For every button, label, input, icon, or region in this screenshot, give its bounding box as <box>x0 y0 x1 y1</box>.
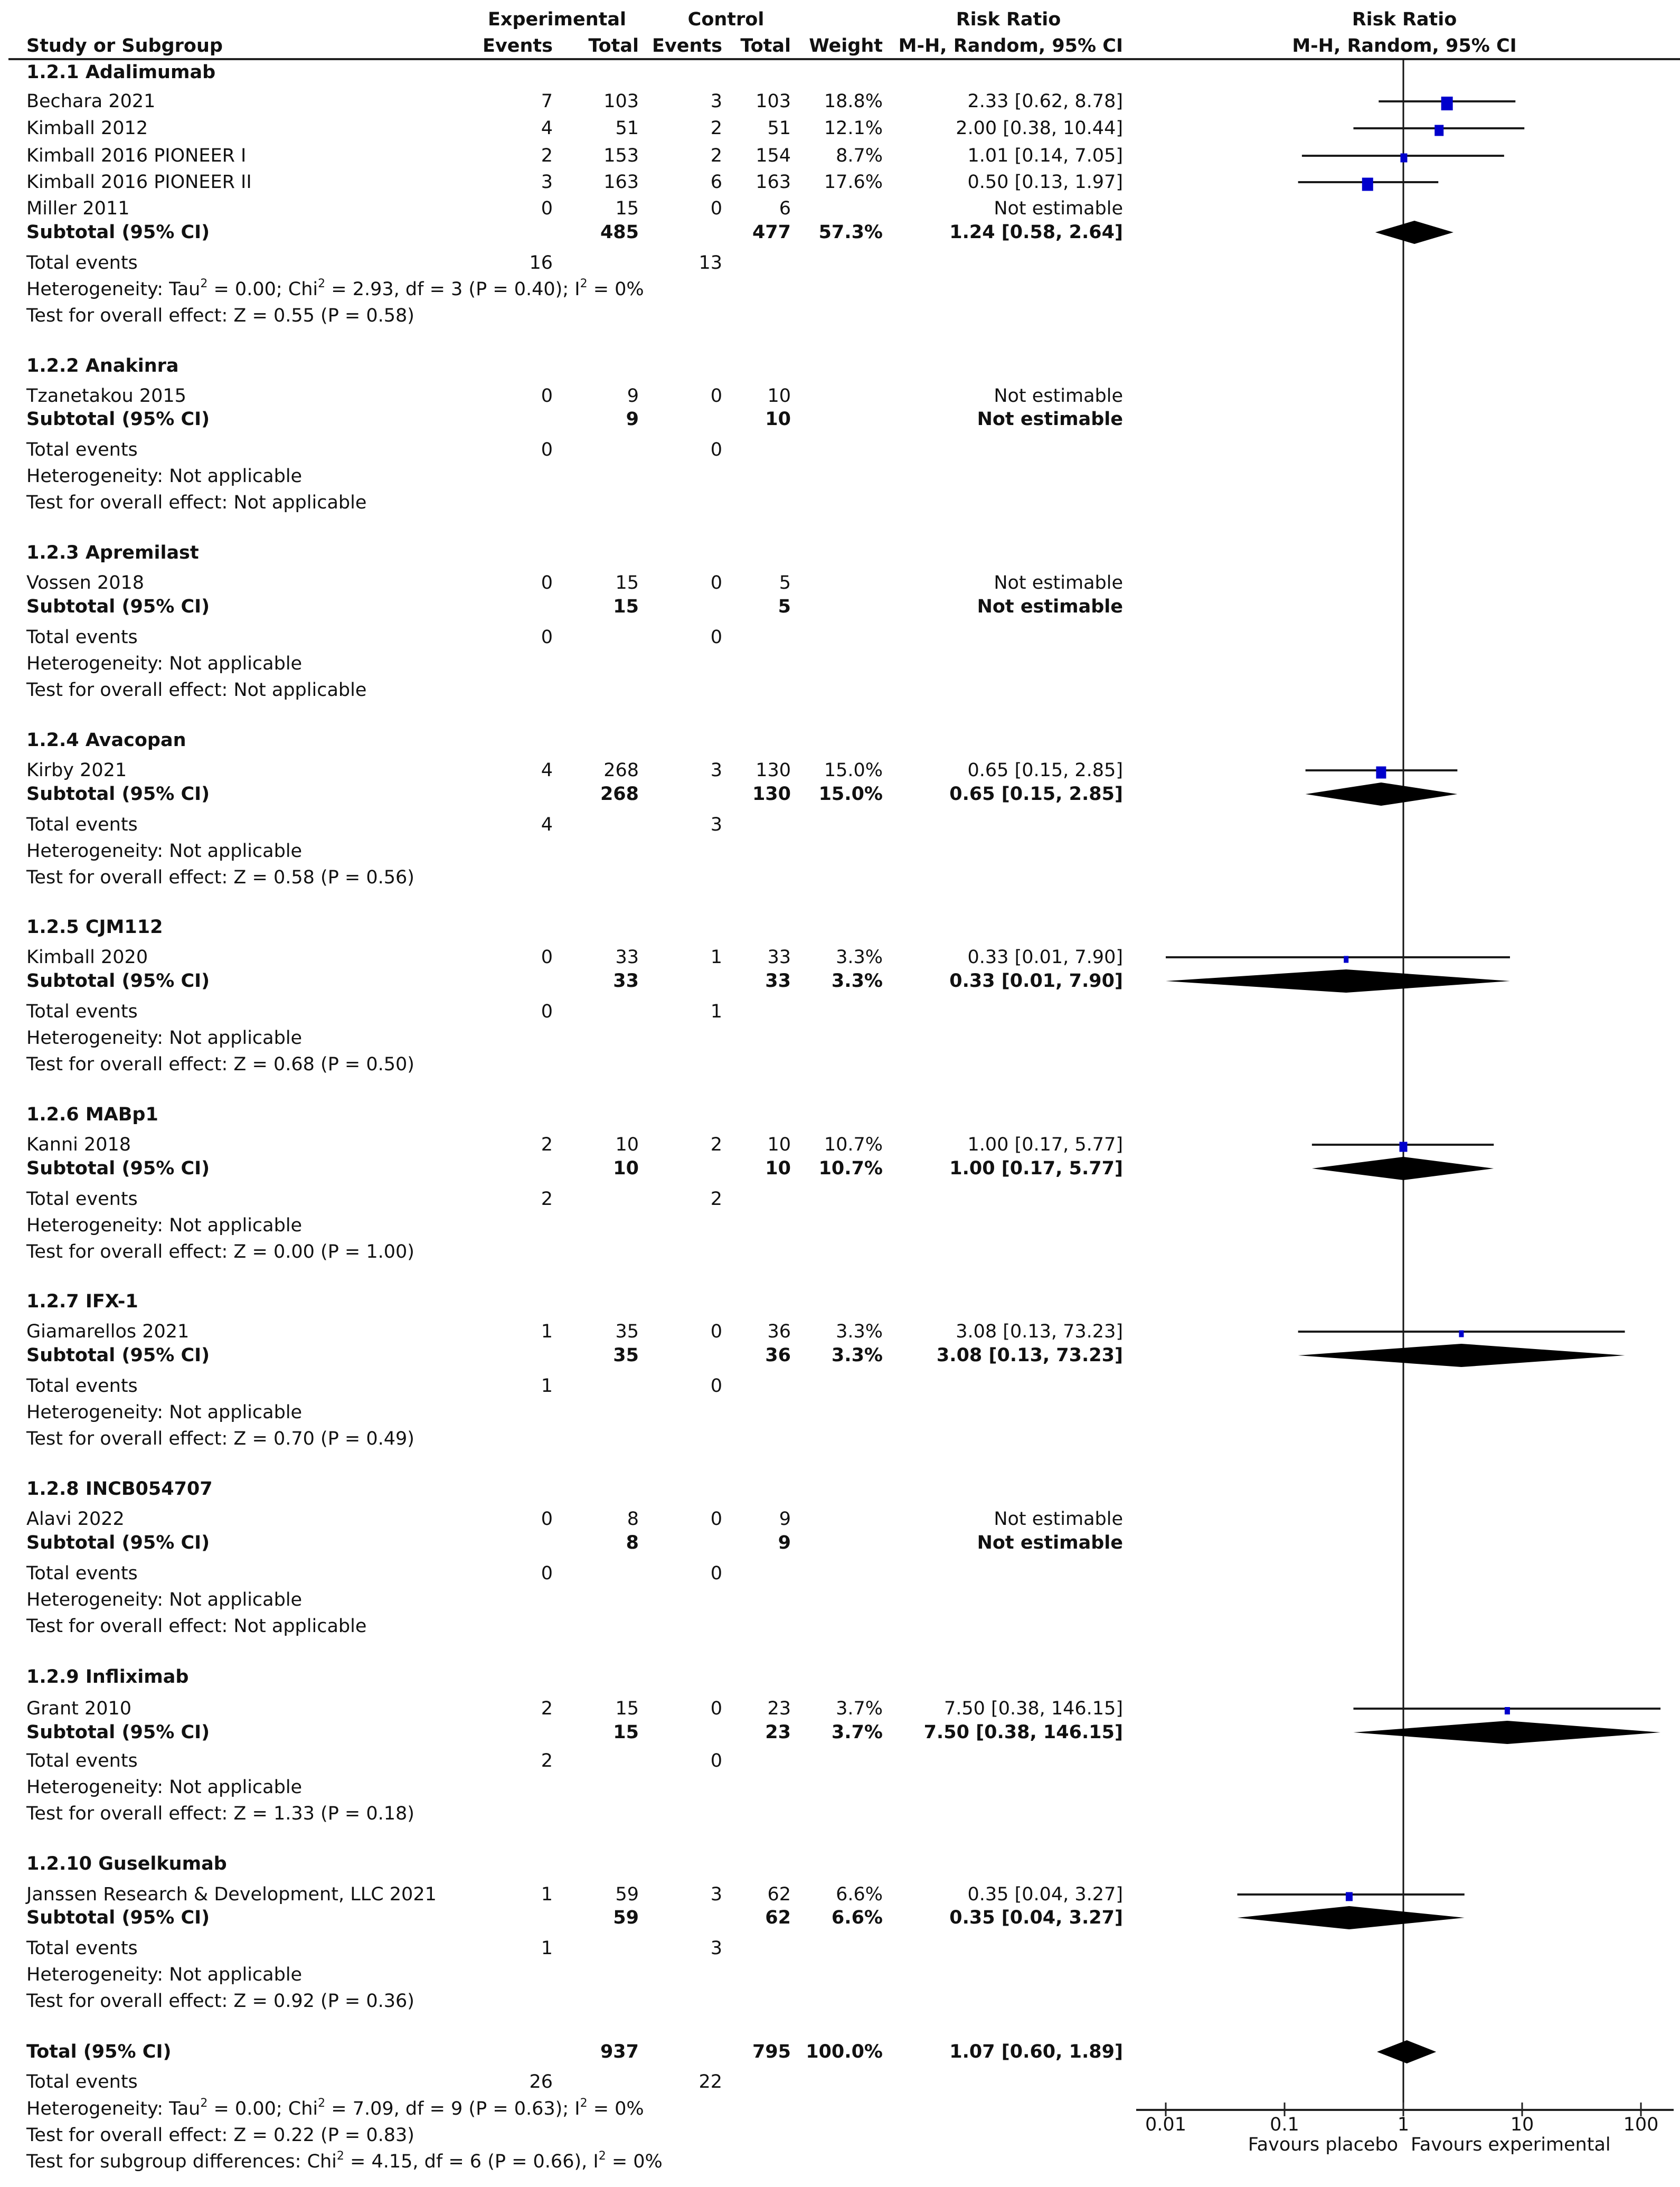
total-events-row-label: Total events <box>26 1938 138 1959</box>
study-row-exp-events: 4 <box>541 760 553 781</box>
effect-size-marker <box>1376 767 1386 779</box>
statistics-note-label: Test for overall effect: Z = 0.22 (P = 0.83) <box>26 2125 414 2146</box>
study-row-exp-total: 163 <box>603 172 639 193</box>
column-header-ctl-total: Total <box>740 35 791 56</box>
study-row-ctl-total: 51 <box>767 118 791 139</box>
study-row-exp-total: 15 <box>615 198 639 219</box>
study-row-label: Kimball 2016 PIONEER I <box>26 145 247 166</box>
study-row-label: Kimball 2020 <box>26 947 148 968</box>
statistics-note-label: Test for overall effect: Z = 1.33 (P = 0.18) <box>26 1803 414 1824</box>
subtotal-row-label: Subtotal (95% CI) <box>26 409 210 430</box>
total-events-row-label: Total events <box>26 1563 138 1584</box>
subtotal-diamond <box>1353 1721 1660 1744</box>
total-events-row-exp-events: 16 <box>529 252 553 274</box>
study-row-exp-events: 0 <box>541 198 553 219</box>
subtotal-row-label: Subtotal (95% CI) <box>26 1907 210 1928</box>
total-events-row-exp-events: 4 <box>541 814 553 835</box>
total-events-row-ctl-events: 13 <box>699 252 722 274</box>
subtotal-row-label: Subtotal (95% CI) <box>26 970 210 992</box>
effect-size-marker <box>1346 1892 1353 1901</box>
study-row-risk-ratio-ci: 1.01 [0.14, 7.05] <box>967 145 1123 166</box>
statistics-note-label: Test for overall effect: Z = 0.58 (P = 0.56) <box>26 867 414 888</box>
column-header-exp-total: Total <box>588 35 639 56</box>
subtotal-diamond <box>1312 1157 1494 1180</box>
study-row-exp-events: 0 <box>541 385 553 407</box>
overall-total-row-label: Total (95% CI) <box>26 2041 172 2062</box>
total-events-row-label: Total events <box>26 252 138 274</box>
column-header-ctl-events: Events <box>652 35 722 56</box>
study-row-label: Grant 2010 <box>26 1698 132 1719</box>
subtotal-row-ctl-total: 33 <box>765 970 791 992</box>
effect-size-marker <box>1441 97 1453 110</box>
subtotal-diamond <box>1298 1344 1625 1367</box>
subtotal-row-exp-total: 15 <box>613 1722 639 1743</box>
study-row-exp-events: 2 <box>541 145 553 166</box>
study-row-ctl-total: 62 <box>767 1884 791 1905</box>
statistics-note-label: Test for overall effect: Z = 0.68 (P = 0.50) <box>26 1054 414 1075</box>
statistics-note-label: Heterogeneity: Not applicable <box>26 1215 303 1236</box>
total-events-row-label: Total events <box>26 1750 138 1771</box>
study-row-weight: 3.3% <box>836 1321 883 1342</box>
study-row-risk-ratio-ci: Not estimable <box>994 572 1123 593</box>
plot-header-risk-ratio: Risk Ratio <box>1352 9 1457 30</box>
total-events-row-ctl-events: 3 <box>710 1938 722 1959</box>
total-events-row-exp-events: 0 <box>541 1563 553 1584</box>
study-row-ctl-events: 2 <box>710 145 722 166</box>
total-events-row-exp-events: 1 <box>541 1938 553 1959</box>
study-row-exp-events: 3 <box>541 172 553 193</box>
study-row-label: Kanni 2018 <box>26 1134 131 1155</box>
subtotal-row-label: Subtotal (95% CI) <box>26 222 210 243</box>
subtotal-row-ctl-total: 477 <box>752 222 791 243</box>
study-row-label: Miller 2011 <box>26 198 130 219</box>
subtotal-row-exp-total: 15 <box>613 596 639 617</box>
study-row-risk-ratio-ci: 2.33 [0.62, 8.78] <box>967 91 1123 112</box>
total-events-row-label: Total events <box>26 1001 138 1022</box>
study-row-risk-ratio-ci: 0.33 [0.01, 7.90] <box>967 947 1123 968</box>
study-row-ctl-events: 3 <box>710 91 722 112</box>
subtotal-diamond <box>1375 221 1454 244</box>
total-events-row-ctl-events: 0 <box>710 439 722 460</box>
total-events-row-ctl-events: 0 <box>710 1750 722 1771</box>
subtotal-row-exp-total: 33 <box>613 970 639 992</box>
subgroup-heading-label: 1.2.9 Infliximab <box>26 1666 189 1688</box>
subtotal-row-risk-ratio-ci: 1.00 [0.17, 5.77] <box>949 1158 1123 1179</box>
subtotal-row-exp-total: 9 <box>626 409 639 430</box>
total-events-row-exp-events: 1 <box>541 1375 553 1397</box>
study-row-weight: 6.6% <box>836 1884 883 1905</box>
total-events-row-exp-events: 0 <box>541 1001 553 1022</box>
column-group-control: Control <box>687 9 765 30</box>
total-events-row-label: Total events <box>26 1189 138 1210</box>
total-events-row-label: Total events <box>26 814 138 835</box>
statistics-note-label: Heterogeneity: Not applicable <box>26 653 303 674</box>
column-header-study: Study or Subgroup <box>26 35 223 56</box>
study-row-exp-events: 1 <box>541 1321 553 1342</box>
subtotal-row-ctl-total: 62 <box>765 1907 791 1928</box>
total-events-row-exp-events: 2 <box>541 1750 553 1771</box>
plot-header-method: M-H, Random, 95% CI <box>1292 35 1517 56</box>
effect-size-marker <box>1505 1707 1510 1714</box>
statistics-note-label: Test for overall effect: Z = 0.70 (P = 0.49) <box>26 1428 414 1449</box>
subgroup-heading-label: 1.2.2 Anakinra <box>26 355 179 376</box>
column-header-weight: Weight <box>809 35 883 56</box>
total-events-row-exp-events: 0 <box>541 439 553 460</box>
study-row-exp-events: 0 <box>541 1509 553 1530</box>
subgroup-heading-label: 1.2.3 Apremilast <box>26 542 199 563</box>
study-row-risk-ratio-ci: Not estimable <box>994 385 1123 407</box>
subtotal-row-exp-total: 8 <box>626 1532 639 1553</box>
statistics-note-label: Heterogeneity: Not applicable <box>26 1027 303 1049</box>
overall-total-row-weight: 100.0% <box>806 2041 883 2062</box>
subtotal-row-ctl-total: 36 <box>765 1345 791 1366</box>
total-events-row-ctl-events: 0 <box>710 1375 722 1397</box>
subgroup-heading-label: 1.2.1 Adalimumab <box>26 62 216 83</box>
study-row-label: Tzanetakou 2015 <box>26 385 186 407</box>
subtotal-row-exp-total: 268 <box>600 784 639 805</box>
subtotal-row-exp-total: 10 <box>613 1158 639 1179</box>
subgroup-heading-label: 1.2.8 INCB054707 <box>26 1478 213 1500</box>
subtotal-row-weight: 10.7% <box>818 1158 883 1179</box>
subtotal-row-label: Subtotal (95% CI) <box>26 1345 210 1366</box>
subtotal-row-risk-ratio-ci: 1.24 [0.58, 2.64] <box>949 222 1123 243</box>
subtotal-row-risk-ratio-ci: 0.35 [0.04, 3.27] <box>949 1907 1123 1928</box>
study-row-label: Vossen 2018 <box>26 572 145 593</box>
study-row-ctl-events: 0 <box>710 1321 722 1342</box>
subtotal-row-label: Subtotal (95% CI) <box>26 596 210 617</box>
study-row-label: Janssen Research & Development, LLC 2021 <box>26 1884 437 1905</box>
study-row-exp-total: 59 <box>615 1884 639 1905</box>
study-row-ctl-total: 9 <box>779 1509 791 1530</box>
study-row-risk-ratio-ci: 1.00 [0.17, 5.77] <box>967 1134 1123 1155</box>
total-events-row-ctl-events: 2 <box>710 1189 722 1210</box>
study-row-exp-events: 4 <box>541 118 553 139</box>
total-events-row-ctl-events: 1 <box>710 1001 722 1022</box>
statistics-note-label: Heterogeneity: Tau$^2$ = 0.00; Chi$^2$ = 2.93, df = 3 (P = 0.40); $I^2 = 0\%$ <box>26 277 644 300</box>
column-group-experimental: Experimental <box>487 9 626 30</box>
study-row-weight: 8.7% <box>836 145 883 166</box>
study-row-label: Kirby 2021 <box>26 760 127 781</box>
total-events-row-ctl-events: 3 <box>710 814 722 835</box>
study-row-ctl-total: 10 <box>767 385 791 407</box>
study-row-exp-events: 1 <box>541 1884 553 1905</box>
effect-size-marker <box>1434 125 1443 136</box>
total-events-row-ctl-events: 22 <box>699 2071 722 2092</box>
subtotal-row-exp-total: 35 <box>613 1345 639 1366</box>
total-events-row-ctl-events: 0 <box>710 627 722 648</box>
study-row-ctl-total: 103 <box>756 91 791 112</box>
study-row-exp-total: 9 <box>627 385 639 407</box>
axis-label-favours-placebo: Favours placebo <box>1248 2134 1398 2155</box>
study-row-risk-ratio-ci: Not estimable <box>994 1509 1123 1530</box>
subtotal-row-label: Subtotal (95% CI) <box>26 1722 210 1743</box>
subtotal-row-label: Subtotal (95% CI) <box>26 1532 210 1553</box>
statistics-note-label: Heterogeneity: Not applicable <box>26 1589 303 1610</box>
statistics-note-label: Test for overall effect: Z = 0.55 (P = 0.58) <box>26 305 414 326</box>
overall-total-row-risk-ratio-ci: 1.07 [0.60, 1.89] <box>949 2041 1123 2062</box>
subtotal-row-ctl-total: 10 <box>765 409 791 430</box>
subtotal-row-ctl-total: 23 <box>765 1722 791 1743</box>
study-row-ctl-total: 33 <box>767 947 791 968</box>
study-row-label: Alavi 2022 <box>26 1509 125 1530</box>
study-row-label: Bechara 2021 <box>26 91 156 112</box>
study-row-exp-total: 15 <box>615 1698 639 1719</box>
subtotal-row-risk-ratio-ci: Not estimable <box>977 409 1123 430</box>
study-row-exp-events: 0 <box>541 572 553 593</box>
statistics-note-label: Heterogeneity: Not applicable <box>26 466 303 487</box>
effect-size-marker <box>1459 1331 1464 1337</box>
axis-label-favours-experimental: Favours experimental <box>1411 2134 1611 2155</box>
study-row-exp-total: 35 <box>615 1321 639 1342</box>
subtotal-row-ctl-total: 5 <box>778 596 791 617</box>
study-row-ctl-events: 0 <box>710 385 722 407</box>
column-header-exp-events: Events <box>483 35 553 56</box>
study-row-exp-total: 268 <box>603 760 639 781</box>
study-row-label: Giamarellos 2021 <box>26 1321 190 1342</box>
statistics-note-label: Heterogeneity: Tau$^2$ = 0.00; Chi$^2$ = 7.09, df = 9 (P = 0.63); $I^2 = 0\%$ <box>26 2097 644 2119</box>
subgroup-heading-label: 1.2.10 Guselkumab <box>26 1853 227 1874</box>
subtotal-row-ctl-total: 130 <box>752 784 791 805</box>
study-row-ctl-events: 0 <box>710 572 722 593</box>
statistics-note-label: Test for overall effect: Z = 0.00 (P = 1.00) <box>26 1241 414 1262</box>
study-row-label: Kimball 2016 PIONEER II <box>26 172 252 193</box>
study-row-ctl-events: 2 <box>710 118 722 139</box>
study-row-weight: 18.8% <box>824 91 883 112</box>
axis-tick-label: 0.1 <box>1270 2114 1299 2135</box>
study-row-weight: 12.1% <box>824 118 883 139</box>
study-row-ctl-total: 6 <box>779 198 791 219</box>
statistics-note-label: Heterogeneity: Not applicable <box>26 1964 303 1985</box>
subtotal-row-weight: 3.7% <box>831 1722 883 1743</box>
subtotal-row-weight: 15.0% <box>818 784 883 805</box>
study-row-exp-total: 10 <box>615 1134 639 1155</box>
total-events-row-exp-events: 26 <box>529 2071 553 2092</box>
study-row-weight: 3.3% <box>836 947 883 968</box>
study-row-ctl-total: 36 <box>767 1321 791 1342</box>
total-events-row-ctl-events: 0 <box>710 1563 722 1584</box>
subtotal-row-label: Subtotal (95% CI) <box>26 784 210 805</box>
study-row-exp-total: 51 <box>615 118 639 139</box>
axis-tick-label: 1 <box>1397 2114 1410 2135</box>
overall-total-row-exp-total: 937 <box>600 2041 639 2062</box>
study-row-weight: 3.7% <box>836 1698 883 1719</box>
subgroup-heading-label: 1.2.7 IFX-1 <box>26 1291 138 1312</box>
study-row-exp-total: 153 <box>603 145 639 166</box>
total-events-row-label: Total events <box>26 2071 138 2092</box>
study-row-label: Kimball 2012 <box>26 118 148 139</box>
effect-size-marker <box>1362 178 1373 191</box>
subtotal-diamond <box>1166 969 1510 993</box>
study-row-risk-ratio-ci: 3.08 [0.13, 73.23] <box>956 1321 1123 1342</box>
subgroup-heading-label: 1.2.4 Avacopan <box>26 730 186 751</box>
study-row-risk-ratio-ci: 0.50 [0.13, 1.97] <box>967 172 1123 193</box>
study-row-exp-events: 2 <box>541 1698 553 1719</box>
subtotal-row-ctl-total: 10 <box>765 1158 791 1179</box>
study-row-exp-total: 15 <box>615 572 639 593</box>
study-row-ctl-total: 5 <box>779 572 791 593</box>
axis-tick-label: 100 <box>1623 2114 1659 2135</box>
statistics-note-label: Test for subgroup differences: Chi$^2$ = 4.15, df = 6 (P = 0.66), $I^2 = 0\%$ <box>26 2150 663 2172</box>
total-events-row-exp-events: 2 <box>541 1189 553 1210</box>
study-row-ctl-events: 0 <box>710 1698 722 1719</box>
study-row-weight: 17.6% <box>824 172 883 193</box>
subtotal-row-exp-total: 59 <box>613 1907 639 1928</box>
subtotal-row-risk-ratio-ci: Not estimable <box>977 596 1123 617</box>
study-row-ctl-total: 154 <box>756 145 791 166</box>
statistics-note-label: Test for overall effect: Not applicable <box>26 1616 367 1637</box>
column-header-rr-method: M-H, Random, 95% CI <box>898 35 1123 56</box>
subtotal-row-risk-ratio-ci: 0.33 [0.01, 7.90] <box>949 970 1123 992</box>
statistics-note-label: Heterogeneity: Not applicable <box>26 841 303 862</box>
subtotal-row-label: Subtotal (95% CI) <box>26 1158 210 1179</box>
study-row-exp-total: 103 <box>603 91 639 112</box>
study-row-risk-ratio-ci: 2.00 [0.38, 10.44] <box>956 118 1123 139</box>
subtotal-diamond <box>1306 783 1458 806</box>
study-row-exp-events: 0 <box>541 947 553 968</box>
axis-tick-label: 0.01 <box>1145 2114 1186 2135</box>
study-row-ctl-total: 10 <box>767 1134 791 1155</box>
study-row-ctl-total: 23 <box>767 1698 791 1719</box>
column-group-risk-ratio: Risk Ratio <box>956 9 1061 30</box>
study-row-ctl-events: 6 <box>710 172 722 193</box>
subtotal-row-risk-ratio-ci: Not estimable <box>977 1532 1123 1553</box>
subtotal-row-risk-ratio-ci: 3.08 [0.13, 73.23] <box>936 1345 1123 1366</box>
study-row-weight: 15.0% <box>824 760 883 781</box>
effect-size-marker <box>1344 956 1348 963</box>
total-events-row-label: Total events <box>26 439 138 460</box>
subgroup-heading-label: 1.2.6 MABp1 <box>26 1104 158 1125</box>
statistics-note-label: Test for overall effect: Not applicable <box>26 492 367 513</box>
subtotal-row-weight: 3.3% <box>831 970 883 992</box>
statistics-note-label: Test for overall effect: Z = 0.92 (P = 0.36) <box>26 1991 414 2012</box>
study-row-exp-total: 33 <box>615 947 639 968</box>
study-row-ctl-events: 1 <box>710 947 722 968</box>
study-row-exp-events: 7 <box>541 91 553 112</box>
total-events-row-exp-events: 0 <box>541 627 553 648</box>
subtotal-row-weight: 3.3% <box>831 1345 883 1366</box>
study-row-exp-events: 2 <box>541 1134 553 1155</box>
study-row-ctl-events: 0 <box>710 198 722 219</box>
study-row-risk-ratio-ci: 7.50 [0.38, 146.15] <box>943 1698 1123 1719</box>
subtotal-row-risk-ratio-ci: 7.50 [0.38, 146.15] <box>923 1722 1123 1743</box>
subtotal-row-weight: 6.6% <box>831 1907 883 1928</box>
study-row-ctl-total: 130 <box>756 760 791 781</box>
subtotal-row-exp-total: 485 <box>600 222 639 243</box>
overall-diamond <box>1377 2040 1436 2063</box>
study-row-ctl-events: 3 <box>710 1884 722 1905</box>
statistics-note-label: Test for overall effect: Not applicable <box>26 680 367 701</box>
study-row-risk-ratio-ci: 0.35 [0.04, 3.27] <box>967 1884 1123 1905</box>
effect-size-marker <box>1400 154 1407 163</box>
statistics-note-label: Heterogeneity: Not applicable <box>26 1777 303 1798</box>
study-row-ctl-total: 163 <box>756 172 791 193</box>
total-events-row-label: Total events <box>26 1375 138 1397</box>
study-row-risk-ratio-ci: Not estimable <box>994 198 1123 219</box>
study-row-weight: 10.7% <box>824 1134 883 1155</box>
subtotal-row-ctl-total: 9 <box>778 1532 791 1553</box>
subtotal-diamond <box>1237 1906 1464 1929</box>
total-events-row-label: Total events <box>26 627 138 648</box>
study-row-ctl-events: 0 <box>710 1509 722 1530</box>
header-divider <box>8 58 1680 60</box>
subtotal-row-risk-ratio-ci: 0.65 [0.15, 2.85] <box>949 784 1123 805</box>
statistics-note-label: Heterogeneity: Not applicable <box>26 1402 303 1423</box>
study-row-risk-ratio-ci: 0.65 [0.15, 2.85] <box>967 760 1123 781</box>
axis-tick-label: 10 <box>1510 2114 1534 2135</box>
study-row-ctl-events: 2 <box>710 1134 722 1155</box>
subgroup-heading-label: 1.2.5 CJM112 <box>26 917 163 938</box>
study-row-exp-total: 8 <box>627 1509 639 1530</box>
overall-total-row-ctl-total: 795 <box>752 2041 791 2062</box>
effect-size-marker <box>1400 1142 1408 1152</box>
study-row-ctl-events: 3 <box>710 760 722 781</box>
subtotal-row-weight: 57.3% <box>818 222 883 243</box>
